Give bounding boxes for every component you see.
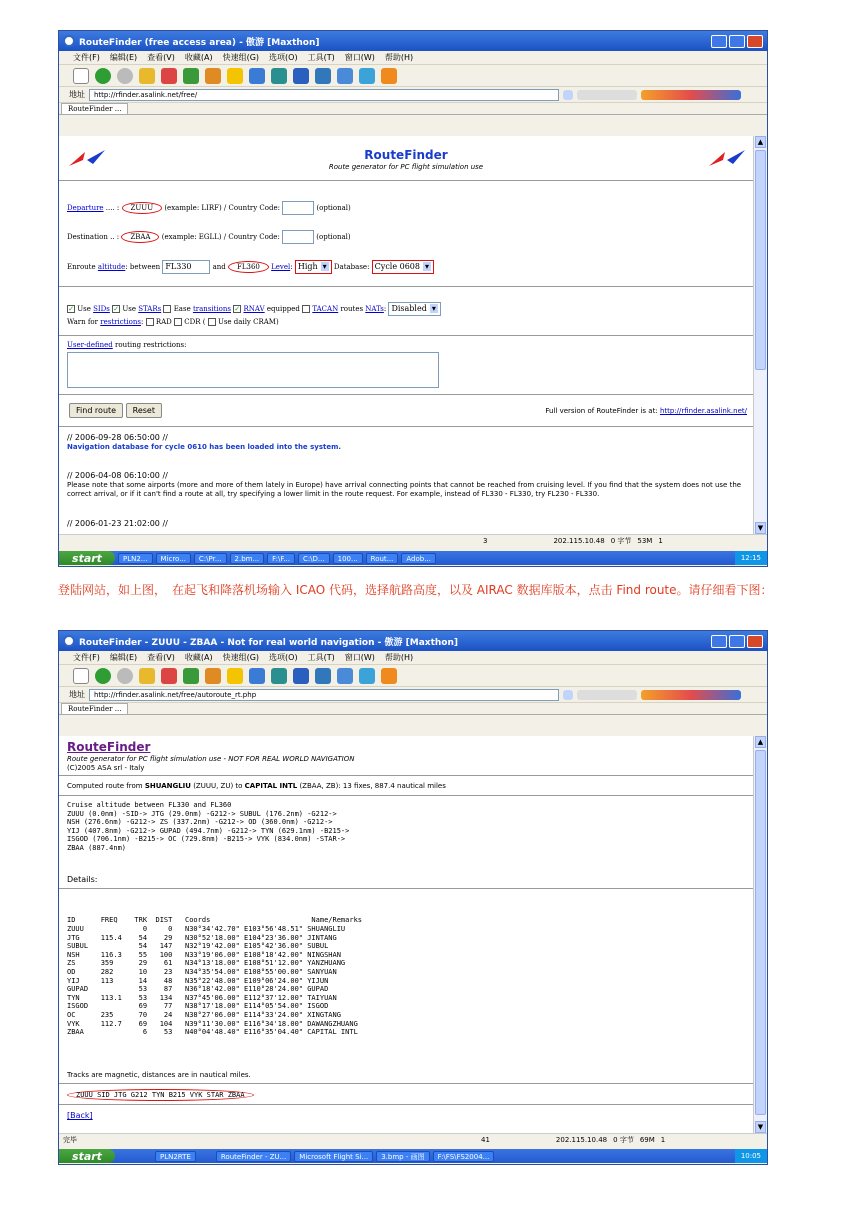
table-row: VYK 112.7 69 104 N39°11'30.00" E116°34'18.00" DAWANGZHUANG bbox=[67, 1019, 358, 1028]
task-8[interactable]: Rout... bbox=[366, 553, 399, 564]
result-heading[interactable]: RouteFinder bbox=[67, 740, 151, 754]
table-row: ZBAA 6 53 N40°04'48.40" E116°35'04.40" CAPITAL INTL bbox=[67, 1028, 358, 1037]
scroll-thumb[interactable] bbox=[755, 150, 766, 370]
destination-country-input[interactable] bbox=[282, 230, 314, 244]
search-engines-icon[interactable] bbox=[577, 90, 637, 100]
departure-example: (example: LIRF) / Country Code: bbox=[164, 204, 280, 212]
tacan-checkbox[interactable] bbox=[302, 305, 310, 313]
menu-file[interactable]: 文件(F) bbox=[73, 53, 100, 62]
task-2[interactable]: Micro... bbox=[156, 553, 191, 564]
url-input-2[interactable]: http://rfinder.asalink.net/free/autoroute_rt.php bbox=[89, 689, 559, 701]
stop-icon[interactable] bbox=[161, 68, 177, 84]
departure-dots: .... : bbox=[103, 204, 120, 212]
menu-tools[interactable]: 工具(T) bbox=[307, 53, 335, 62]
result-scrollbar[interactable] bbox=[753, 736, 767, 1133]
address-label: 地址 bbox=[69, 90, 85, 99]
taskbar bbox=[59, 551, 767, 565]
task-9[interactable]: Adob... bbox=[401, 553, 436, 564]
transitions-link[interactable]: transitions bbox=[192, 305, 231, 313]
menu-window-2[interactable]: 窗口(W) bbox=[344, 653, 375, 662]
use-stars-checkbox[interactable]: ✓ bbox=[113, 305, 120, 313]
rss-icon[interactable] bbox=[381, 68, 397, 84]
menu-help-2[interactable]: 帮助(H) bbox=[384, 653, 414, 662]
screenshot-routefinder-form bbox=[58, 30, 768, 567]
news-2-date: // 2006-04-08 06:10:00 // bbox=[67, 471, 168, 480]
tacan-link[interactable]: TACAN bbox=[312, 305, 339, 313]
task-7[interactable]: 100... bbox=[333, 553, 363, 564]
table-row: GUPAD 53 87 N36°18'42.00" E110°28'24.00" GUPAD bbox=[67, 985, 329, 994]
back-icon[interactable] bbox=[95, 68, 111, 84]
rnav-link[interactable]: RNAV bbox=[243, 305, 265, 313]
refresh-icon[interactable] bbox=[183, 68, 199, 84]
stars-link[interactable]: STARs bbox=[138, 305, 162, 313]
tab-routefinder-2[interactable]: RouteFinder ... bbox=[61, 703, 128, 714]
menu-bar bbox=[59, 51, 767, 65]
table-row: YIJ 113 14 48 N35°22'48.00" E109°06'24.00" YIJUN bbox=[67, 976, 329, 985]
page-subheading: Route generator for PC flight simulation use bbox=[328, 163, 484, 171]
warn-row: Warn for restrictions: RAD CDR ( Use daily CRAM) bbox=[67, 318, 279, 326]
route-string: ZUUU SID JTG G212 TYN B215 VYK STAR ZBAA bbox=[67, 1089, 254, 1101]
form-buttons bbox=[69, 403, 162, 418]
window-icon[interactable] bbox=[315, 68, 331, 84]
table-row: ZUUU 0 0 N30°34'42.70" E103°56'48.51" SHUANGLIU bbox=[67, 925, 346, 933]
tools-icon[interactable] bbox=[359, 68, 375, 84]
tools-icon-2[interactable] bbox=[359, 668, 375, 684]
use-label-2: Use bbox=[122, 305, 136, 313]
table-row: NSH 116.3 55 100 N33°19'06.00" E108°18'42.00" NINGSHAN bbox=[67, 950, 341, 959]
menu-options-2[interactable]: 选项(O) bbox=[269, 653, 298, 662]
table-row: ISGOD 69 77 N38°17'18.00" E114°05'54.00" ISGOD bbox=[67, 1002, 329, 1011]
destination-example: (example: EGLL) / Country Code: bbox=[161, 233, 280, 241]
status-bytes-2: 0 字节 bbox=[613, 1135, 634, 1144]
status-ip-2: 202.115.10.48 bbox=[555, 1135, 608, 1144]
maxthon-icon bbox=[63, 35, 75, 47]
search-engines-icon-2[interactable] bbox=[577, 690, 637, 700]
userdef-row bbox=[67, 341, 186, 349]
enroute-label: Enroute bbox=[67, 263, 96, 271]
status-one: 1 bbox=[658, 536, 663, 545]
menu-groups-2[interactable]: 快速组(G) bbox=[222, 653, 260, 662]
news-3-date: // 2006-01-23 21:02:00 // bbox=[67, 519, 168, 528]
screenshot-routefinder-result bbox=[58, 630, 768, 1165]
cdr-checkbox[interactable] bbox=[174, 318, 182, 326]
table-row: OC 235 70 24 N38°27'06.00" E114°33'24.00" XINGTANG bbox=[67, 1010, 341, 1019]
window-icon-2[interactable] bbox=[315, 668, 331, 684]
ease-label: Ease bbox=[173, 305, 191, 313]
menu-tools-2[interactable]: 工具(T) bbox=[307, 653, 335, 662]
window-title: RouteFinder (free access area) - 傲游 [Maxthon] bbox=[79, 37, 320, 48]
undo-close-icon[interactable] bbox=[293, 68, 309, 84]
home-icon[interactable] bbox=[205, 68, 221, 84]
level-select[interactable]: High ▾ bbox=[295, 260, 332, 274]
close-button[interactable] bbox=[747, 35, 763, 48]
result-subline: Route generator for PC flight simulation use - NOT FOR REAL WORLD NAVIGATION bbox=[67, 755, 355, 763]
scroll-thumb-2[interactable] bbox=[755, 750, 766, 1115]
menu-groups[interactable]: 快速组(G) bbox=[222, 53, 260, 62]
caption-text: 登陆网站，如上图， 在起飞和降落机场输入 ICAO 代码，选择航路高度，以及 AIRAC 数据库版本，点击 Find route。请仔细看下图： bbox=[58, 583, 773, 597]
userdef-label: routing restrictions: bbox=[115, 341, 187, 349]
use-label: Use bbox=[77, 305, 91, 313]
table-row: SUBUL 54 147 N32°19'42.00" E105°42'36.00" SUBUL bbox=[67, 942, 329, 951]
tracks-note: Tracks are magnetic, distances are in nautical miles. bbox=[67, 1071, 251, 1079]
destination-row bbox=[67, 230, 351, 244]
table-row: JTG 115.4 54 29 N30°52'18.00" E104°23'36.00" JINTANG bbox=[67, 933, 337, 942]
computed-pre: Computed route from bbox=[67, 782, 145, 790]
task-2-1[interactable]: PLN2RTE bbox=[155, 1151, 196, 1162]
forward-icon-2[interactable] bbox=[117, 668, 133, 684]
departure-row bbox=[67, 201, 351, 215]
task-2-4[interactable]: 3.bmp - 画图 bbox=[376, 1151, 429, 1162]
departure-optional: (optional) bbox=[316, 204, 351, 212]
go-icon[interactable] bbox=[563, 90, 573, 100]
destination-optional: (optional) bbox=[316, 233, 351, 241]
tile-icon-2[interactable] bbox=[271, 668, 287, 684]
computed-mid: (ZUUU, ZU) to bbox=[190, 782, 245, 790]
routes-label: routes bbox=[340, 305, 364, 313]
maximize-button[interactable] bbox=[729, 35, 745, 48]
favorites-star-icon-2[interactable] bbox=[227, 668, 243, 684]
groups-icon[interactable] bbox=[249, 68, 265, 84]
task-4[interactable]: 2.bm... bbox=[230, 553, 265, 564]
scroll-up-icon[interactable]: ▲ bbox=[755, 136, 766, 148]
fl-low-input[interactable]: FL330 bbox=[162, 260, 210, 274]
ease-transitions-checkbox[interactable] bbox=[163, 305, 171, 313]
status-ip: 202.115.10.48 bbox=[553, 536, 605, 545]
stop-icon-2[interactable] bbox=[161, 668, 177, 684]
table-row: OD 282 10 23 N34°35'54.00" E108°55'00.00" SANYUAN bbox=[67, 967, 337, 976]
close-button-2[interactable] bbox=[747, 635, 763, 648]
address-bar bbox=[59, 87, 767, 103]
warn-label: Warn for bbox=[67, 318, 98, 326]
new-page-icon[interactable] bbox=[73, 68, 89, 84]
address-label-2: 地址 bbox=[69, 690, 85, 699]
tile-icon[interactable] bbox=[271, 68, 287, 84]
full-version-label: Full version of RouteFinder is at: bbox=[545, 407, 658, 415]
status-bar-2 bbox=[59, 1133, 767, 1145]
status-count-2: 41 bbox=[481, 1135, 490, 1144]
task-2-2[interactable]: RouteFinder - ZU... bbox=[216, 1151, 291, 1162]
restrictions-link[interactable]: restrictions bbox=[100, 318, 142, 326]
maxthon-icon-2 bbox=[63, 635, 75, 647]
cram-checkbox[interactable] bbox=[208, 318, 216, 326]
minimize-button-2[interactable] bbox=[711, 635, 727, 648]
enroute-row: Enroute altitude: between FL330 and FL360 Level: High ▾ Database: Cycle 0608 ▾ bbox=[67, 260, 434, 274]
fl-high-input[interactable]: FL360 bbox=[228, 261, 269, 273]
toolbar-2 bbox=[59, 665, 767, 687]
rad-label: RAD bbox=[155, 318, 172, 326]
cram-label: Use daily CRAM) bbox=[217, 318, 279, 326]
up-icon[interactable] bbox=[139, 68, 155, 84]
back-link[interactable]: [Back] bbox=[67, 1111, 93, 1120]
up-icon-2[interactable] bbox=[139, 668, 155, 684]
task-2-5[interactable]: F:\FS\FS2004... bbox=[433, 1151, 495, 1162]
result-content bbox=[59, 736, 753, 1133]
status-count: 3 bbox=[483, 536, 488, 545]
undo-close-icon-2[interactable] bbox=[293, 668, 309, 684]
news-1-text: Navigation database for cycle 0610 has been loaded into the system. bbox=[67, 443, 342, 451]
tab-routefinder[interactable]: RouteFinder ... bbox=[61, 103, 128, 114]
quick-buttons-icon-2[interactable] bbox=[641, 690, 741, 700]
options-row: ✓ Use SIDs ✓ Use STARs Ease transitions ✓ RNAV equipped TACAN routes NATs: Disabled ▾ bbox=[67, 302, 441, 316]
home-icon-2[interactable] bbox=[205, 668, 221, 684]
favorites-star-icon[interactable] bbox=[227, 68, 243, 84]
window-titlebar bbox=[59, 31, 767, 51]
scroll-down-icon-2[interactable]: ▼ bbox=[755, 1121, 766, 1133]
page-heading: RouteFinder bbox=[364, 148, 448, 162]
quick-buttons-icon[interactable] bbox=[641, 90, 741, 100]
full-version-note bbox=[545, 407, 747, 415]
equipped-label: equipped bbox=[266, 305, 300, 313]
refresh-icon-2[interactable] bbox=[183, 668, 199, 684]
reset-button[interactable]: Reset bbox=[126, 403, 162, 418]
menu-bar-2 bbox=[59, 651, 767, 665]
groups-icon-2[interactable] bbox=[249, 668, 265, 684]
scroll-down-icon[interactable]: ▼ bbox=[755, 522, 766, 534]
minimize-button[interactable] bbox=[711, 35, 727, 48]
userdef-link[interactable]: User-defined bbox=[67, 341, 113, 349]
details-header: ID FREQ TRK DIST Coords Name/Remarks bbox=[67, 916, 363, 924]
window-title-2: RouteFinder - ZUUU - ZBAA - Not for real world navigation - 傲游 [Maxthon] bbox=[79, 637, 458, 648]
window-titlebar-2 bbox=[59, 631, 767, 651]
maximize-button-2[interactable] bbox=[729, 635, 745, 648]
database-label: Database: bbox=[333, 263, 370, 271]
and-label: and bbox=[212, 263, 226, 271]
task-5[interactable]: F:\F... bbox=[267, 553, 295, 564]
task-3[interactable]: C:\Pr... bbox=[194, 553, 227, 564]
route-summary: Cruise altitude between FL330 and FL360 ZUUU (0.0nm) -SID-> JTG (29.0nm) -G212-> SUBUL (176.2nm) -G212-> NSH (276.6nm) -G212-> ZS (337.2nm) -G212-> OD (360.0nm) -G212-> YIJ (407.8nm) -G212-> GUPAD (494.7nm) -G212-> TYN (629.1nm) -B215-> ISGOD (706.1nm) -B215-> OC (729.8nm) -B215-> VYK (834.0nm) -STAR-> ZBAA (887.4nm) bbox=[67, 801, 350, 852]
userdef-textarea[interactable] bbox=[67, 352, 439, 388]
result-copyright: (C)2005 ASA srl - Italy bbox=[67, 764, 145, 772]
table-row: TYN 113.1 53 134 N37°45'06.00" E112°37'12.00" TAIYUAN bbox=[67, 993, 337, 1002]
destination-label: Destination .. : bbox=[67, 233, 120, 241]
menu-help[interactable]: 帮助(H) bbox=[384, 53, 414, 62]
cdr-label: CDR ( bbox=[184, 318, 206, 326]
menu-favorites[interactable]: 收藏(A) bbox=[184, 53, 213, 62]
details-label: Details: bbox=[67, 875, 98, 884]
news-2-text: Please note that some airports (more and more of them lately in Europe) have arrival connecting points that cannot be reached from cruising level. If you find that the system does not use the correct arrival, or if it can't find a route at all, try specifying a lower limit in the route request. For example, instead of FL330 - FL330, try FL230 - FL330. bbox=[67, 481, 742, 498]
layout-icon-2[interactable] bbox=[337, 668, 353, 684]
status-one-2: 1 bbox=[660, 1135, 666, 1144]
clock: 12:15 bbox=[735, 551, 767, 565]
menu-options[interactable]: 选项(O) bbox=[269, 53, 298, 62]
menu-favorites-2[interactable]: 收藏(A) bbox=[184, 653, 213, 662]
level-link[interactable]: Level bbox=[271, 263, 291, 271]
status-bytes: 0 字节 bbox=[610, 536, 632, 545]
computed-post: (ZBAA, ZB): 13 fixes, 887.4 nautical miles bbox=[297, 782, 446, 790]
address-bar-2 bbox=[59, 687, 767, 703]
tab-bar-2 bbox=[59, 703, 767, 715]
between-label: : between bbox=[125, 263, 161, 271]
find-route-button[interactable]: Find route bbox=[69, 403, 123, 418]
toolbar bbox=[59, 65, 767, 87]
back-icon-2[interactable] bbox=[95, 668, 111, 684]
nats-link[interactable]: NATs bbox=[365, 305, 384, 313]
start-button[interactable]: start bbox=[59, 551, 115, 565]
departure-country-input[interactable] bbox=[282, 201, 314, 215]
clock-2: 10:05 bbox=[735, 1149, 767, 1163]
status-done: 完毕 bbox=[63, 1135, 77, 1144]
menu-edit-2[interactable]: 编辑(E) bbox=[109, 653, 138, 662]
sids-link[interactable]: SIDs bbox=[93, 305, 110, 313]
computed-from: SHUANGLIU bbox=[144, 782, 191, 790]
computed-to: CAPITAL INTL bbox=[244, 782, 298, 790]
news-1-date: // 2006-09-28 06:50:00 // bbox=[67, 433, 168, 442]
rss-icon-2[interactable] bbox=[381, 668, 397, 684]
task-1[interactable]: PLN2... bbox=[118, 553, 153, 564]
page-scrollbar[interactable] bbox=[753, 136, 767, 534]
nats-select[interactable]: Disabled ▾ bbox=[388, 302, 440, 316]
table-row: ZS 359 29 61 N34°13'18.00" E108°51'12.00" YANZHUANG bbox=[67, 959, 346, 968]
status-bar bbox=[59, 534, 767, 546]
full-version-link[interactable]: http://rfinder.asalink.net/ bbox=[659, 407, 747, 415]
altitude-link[interactable]: altitude bbox=[97, 263, 126, 271]
forward-icon[interactable] bbox=[117, 68, 133, 84]
layout-icon[interactable] bbox=[337, 68, 353, 84]
go-icon-2[interactable] bbox=[563, 690, 573, 700]
url-input[interactable]: http://rfinder.asalink.net/free/ bbox=[89, 89, 559, 101]
details-table bbox=[67, 925, 358, 1037]
database-select[interactable]: Cycle 0608 ▾ bbox=[372, 260, 434, 274]
status-mem-2: 69M bbox=[639, 1135, 655, 1144]
page-content bbox=[59, 136, 753, 534]
menu-edit[interactable]: 编辑(E) bbox=[109, 53, 138, 62]
computed-route-line bbox=[67, 782, 446, 790]
menu-view-2[interactable]: 查看(V) bbox=[147, 653, 175, 662]
menu-window[interactable]: 窗口(W) bbox=[344, 53, 375, 62]
taskbar-2 bbox=[59, 1149, 767, 1163]
menu-file-2[interactable]: 文件(F) bbox=[73, 653, 100, 662]
task-2-3[interactable]: Microsoft Flight Si... bbox=[294, 1151, 373, 1162]
rad-checkbox[interactable] bbox=[146, 318, 154, 326]
rnav-checkbox[interactable]: ✓ bbox=[234, 305, 241, 313]
scroll-up-icon-2[interactable]: ▲ bbox=[755, 736, 766, 748]
departure-input[interactable]: ZUUU bbox=[122, 202, 163, 214]
task-6[interactable]: C:\D... bbox=[298, 553, 330, 564]
tab-bar bbox=[59, 103, 767, 115]
destination-input[interactable]: ZBAA bbox=[121, 231, 159, 243]
new-page-icon-2[interactable] bbox=[73, 668, 89, 684]
window-controls bbox=[711, 35, 763, 48]
departure-link[interactable]: Departure bbox=[67, 204, 104, 212]
window-controls-2 bbox=[711, 635, 763, 648]
status-mem: 53M bbox=[637, 536, 653, 545]
menu-view[interactable]: 查看(V) bbox=[147, 53, 175, 62]
use-sids-checkbox[interactable]: ✓ bbox=[68, 305, 74, 313]
start-button-2[interactable]: start bbox=[59, 1149, 115, 1163]
